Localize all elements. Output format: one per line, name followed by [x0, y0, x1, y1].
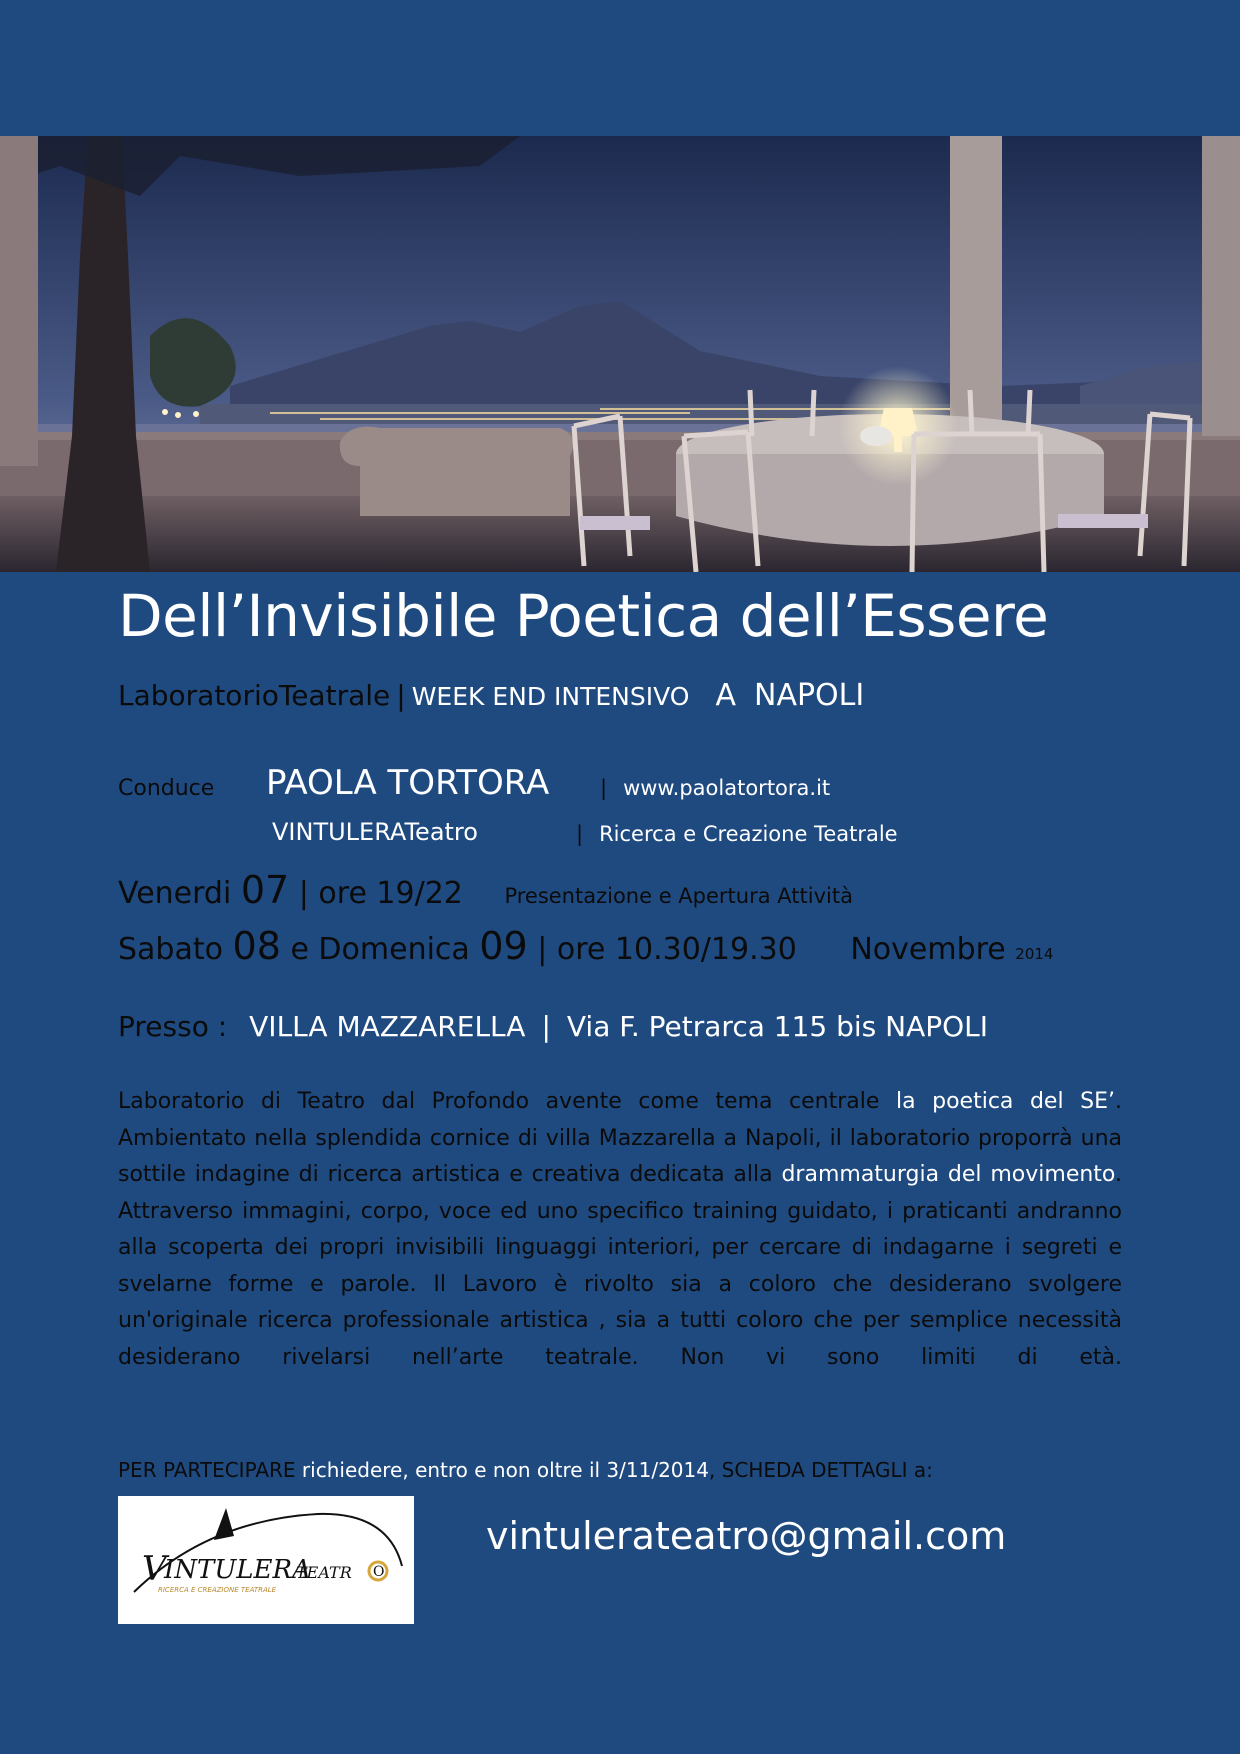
logo-v: V: [142, 1549, 167, 1589]
separator: |: [396, 679, 406, 712]
company-description: Ricerca e Creazione Teatrale: [599, 822, 898, 846]
registration-info: [118, 1458, 933, 1482]
sunday-day: e Domenica: [290, 932, 470, 967]
year-label: 2014: [1015, 945, 1054, 963]
terrace-vesuvius-photo: [0, 136, 1240, 572]
contact-email[interactable]: vintulerateatro@gmail.com: [486, 1514, 1007, 1558]
vintulera-logo-graphic: [118, 1496, 414, 1624]
weekend-time: | ore 10.30/19.30: [537, 932, 797, 967]
company-description-row: [576, 822, 898, 846]
vintulera-logo: [118, 1496, 414, 1624]
separator: |: [541, 1010, 551, 1043]
description-part: Laboratorio di Teatro dal Profondo avente come tema centrale: [118, 1089, 896, 1114]
logo-main: INTULERA: [164, 1555, 311, 1585]
city-label: NAPOLI: [754, 678, 865, 713]
month-label: Novembre: [850, 932, 1006, 967]
logo-teatro: TEATR: [296, 1563, 352, 1582]
logo-tagline: RICERCA E CREAZIONE TEATRALE: [158, 1586, 277, 1594]
venue-address: Via F. Petrarca 115 bis NAPOLI: [566, 1010, 989, 1043]
friday-day: Venerdi: [118, 876, 232, 911]
friday-date: 07: [240, 868, 290, 912]
lab-label: LaboratorioTeatrale: [118, 679, 391, 712]
description-highlight: drammaturgia del movimento: [781, 1162, 1116, 1187]
venue-row: [118, 1010, 988, 1043]
director-website-link[interactable]: www.paolatortora.it: [623, 776, 831, 800]
venue-name: VILLA MAZZARELLA: [249, 1010, 526, 1043]
friday-description: Presentazione e Apertura Attività: [504, 884, 853, 908]
saturday-day: Sabato: [118, 932, 223, 967]
cta-part: PER PARTECIPARE: [118, 1458, 296, 1482]
separator: |: [576, 822, 584, 846]
description-part: . Attraverso immagini, corpo, voce ed uno specifico training guidato, i praticanti andranno alla scoperta dei propri invisibili linguaggi interiori, per cercare di indagarne i segreti e svelarne forme e parole. Il Lavoro è rivolto sia a coloro che desiderano svolgere un'originale ricerca professionale artistica , sia a tutti coloro che per semplice necessità desiderano rivelarsi nell’arte teatrale. Non vi sono limiti di età.: [118, 1162, 1123, 1370]
description-paragraph: [118, 1084, 1122, 1376]
logo-o: O: [373, 1564, 385, 1580]
sunday-date: 09: [479, 924, 528, 968]
saturday-date: 08: [232, 924, 281, 968]
description-part: . Ambientato nella splendida cornice di villa Mazzarella a Napoli, il laboratorio proporrà una sottile indagine di ricerca artistica e creativa dedicata alla: [118, 1089, 1122, 1187]
cta-deadline: entro e non oltre il 3/11/2014: [415, 1458, 709, 1482]
company-name: VINTULERATeatro: [272, 818, 478, 846]
cta-part: richiedere,: [295, 1458, 416, 1482]
event-subtitle: [118, 678, 864, 713]
conduce-label: Conduce: [118, 776, 215, 801]
hero-photo: [0, 136, 1240, 572]
friday-schedule: [118, 868, 853, 912]
description-highlight: la poetica del SE’: [895, 1089, 1115, 1114]
friday-time: | ore 19/22: [298, 876, 463, 911]
venue-label: Presso :: [118, 1010, 228, 1043]
separator: |: [600, 776, 608, 800]
event-title: Dell’Invisibile Poetica dell’Essere: [118, 582, 1049, 650]
weekend-schedule: [118, 924, 1053, 968]
director-name: PAOLA TORTORA: [266, 763, 550, 803]
intensive-label: WEEK END INTENSIVO: [411, 682, 690, 711]
director-website-row: [600, 776, 830, 800]
a-word: A: [715, 678, 736, 713]
cta-part: , SCHEDA DETTAGLI a:: [708, 1458, 933, 1482]
